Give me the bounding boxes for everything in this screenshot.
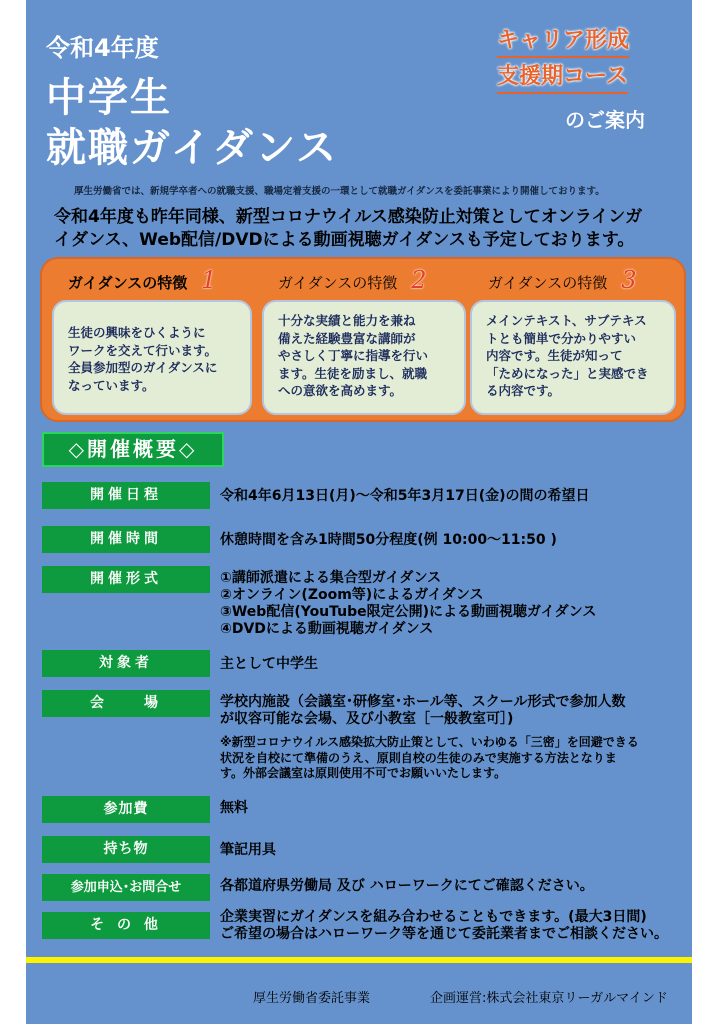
venue-line: が収容可能な会場、及び小教室［一般教室可］) [220, 711, 514, 727]
other-line: ご希望の場合はハローワーク等を通じて委託業者までご相談ください。 [220, 926, 668, 942]
feature-line: トとも簡単で分かりやすい [486, 330, 637, 346]
feature-1-heading [68, 266, 217, 294]
value-fee: 無料 [220, 800, 248, 816]
venue-note [220, 735, 639, 782]
venue-note-line: ※新型コロナウイルス感染拡大防止策として、いわゆる「三密」を回避できる [220, 735, 639, 749]
value-format [220, 570, 596, 638]
feature-3-box [470, 300, 676, 415]
year-label: 令和4年度 [46, 34, 159, 62]
label-target: 対象者 [42, 650, 210, 677]
feature-line: メインテキスト、サブテキス [486, 313, 647, 328]
label-dates: 開催日程 [42, 482, 210, 509]
feature-line: 生徒の興味をひくように [68, 325, 206, 340]
intro-main-text [54, 206, 674, 252]
feature-line: る内容です。 [486, 383, 561, 398]
label-format: 開催形式 [42, 566, 210, 593]
feature-number: 2 [411, 266, 427, 294]
format-item: ④DVDによる動画視聴ガイダンス [220, 621, 434, 637]
feature-2-box [262, 300, 466, 415]
feature-heading-text: ガイダンスの特徴 [488, 274, 608, 292]
feature-number: 3 [621, 266, 637, 294]
value-contact: 各都道府県労働局 及び ハローワークにてご確認ください。 [220, 878, 594, 894]
format-item: ①講師派遣による集合型ガイダンス [220, 570, 442, 586]
format-item: ③Web配信(YouTube限定公開)による動画視聴ガイダンス [220, 604, 597, 620]
format-item: ②オンライン(Zoom等)によるガイダンス [220, 587, 484, 603]
feature-line: への意欲を高めます。 [278, 383, 403, 398]
value-venue [220, 694, 625, 728]
label-items: 持ち物 [42, 836, 210, 863]
footer-sponsor: 厚生労働省委託事業 [253, 991, 371, 1006]
feature-line: やさしく丁寧に指導を行い [278, 348, 429, 363]
feature-heading-text: ガイダンスの特徴 [68, 274, 188, 292]
feature-line: ワークを交えて行います。 [68, 342, 218, 358]
course-suffix: のご案内 [565, 108, 645, 132]
title-line-2: 就職ガイダンス [46, 125, 338, 171]
intro-line-1: 令和4年度も昨年同様、新型コロナウイルス感染防止対策としてオンラインガ [54, 207, 643, 227]
value-time: 休憩時間を含み1時間50分程度(例 10:00～11:50 ) [220, 532, 557, 548]
feature-line: 全員参加型のガイダンスに [68, 360, 218, 375]
feature-line: なっています。 [68, 377, 155, 393]
value-dates: 令和4年6月13日(月)～令和5年3月17日(金)の間の希望日 [220, 488, 590, 504]
value-other [220, 909, 668, 943]
feature-1-box [52, 300, 252, 415]
footer-divider [26, 957, 692, 963]
feature-line: 十分な実績と能力を兼ね [278, 313, 416, 328]
title-line-1: 中学生 [46, 75, 172, 121]
intro-small-text: 厚生労働省では、新規学卒者への就職支援、職場定着支援の一環として就職ガイダンスを委託事業により開催しております。 [74, 186, 605, 197]
feature-number: 1 [201, 266, 217, 294]
course-label-line-2: 支援期コース [497, 62, 628, 94]
overview-heading: ◇開催概要◇ [42, 432, 224, 467]
value-items: 筆記用具 [220, 842, 276, 858]
feature-heading-text: ガイダンスの特徴 [278, 274, 398, 292]
venue-line: 学校内施設（会議室･研修室･ホール等、スクール形式で参加人数 [220, 694, 626, 710]
venue-note-line: す。外部会議室は原則使用不可でお願いいたします。 [220, 766, 507, 780]
feature-line: 内容です。生徒が知って [486, 348, 623, 363]
label-fee: 参加費 [42, 796, 210, 823]
intro-line-2: イダンス、Web配信/DVDによる動画視聴ガイダンスも予定しております。 [54, 230, 635, 250]
label-other: そ の 他 [42, 912, 210, 939]
footer-operator: 企画運営:株式会社東京リーガルマインド [430, 991, 668, 1006]
course-label-line-1: キャリア形成 [497, 26, 629, 58]
feature-line: ます。生徒を励まし、就職 [278, 365, 428, 381]
feature-3-heading [488, 266, 637, 294]
feature-line: 「ためになった」と実感でき [486, 365, 649, 381]
label-time: 開催時間 [42, 526, 210, 553]
venue-note-line: 状況を自校にて準備のうえ、原則自校の生徒のみで実施する方法となりま [220, 750, 617, 765]
feature-line: 備えた経験豊富な講師が [278, 330, 416, 346]
value-target: 主として中学生 [220, 656, 318, 672]
feature-2-heading [278, 266, 427, 294]
label-venue: 会 場 [42, 690, 210, 717]
other-line: 企業実習にガイダンスを組み合わせることもできます。(最大3日間) [220, 909, 647, 925]
label-contact: 参加申込･お問合せ [42, 874, 210, 901]
